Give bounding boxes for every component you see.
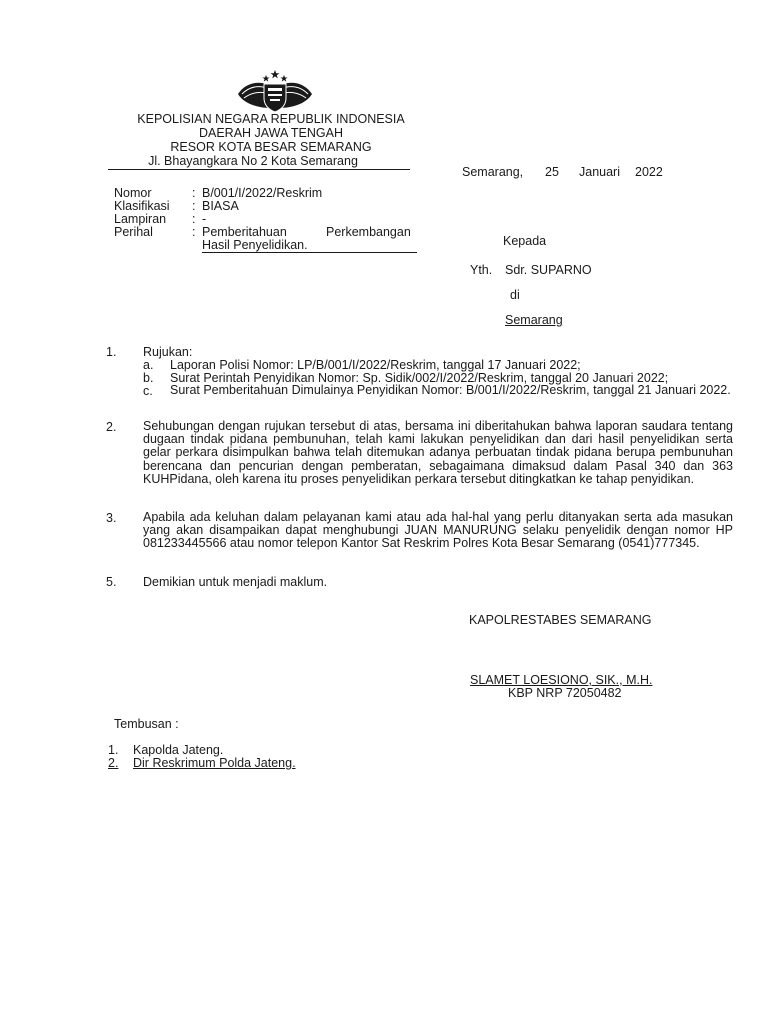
letterhead-divider [108,169,410,170]
perihal-label: Perihal [114,225,153,239]
perihal-value-word-2: Perkembangan [326,225,411,239]
letterhead-address: Jl. Bhayangkara No 2 Kota Semarang [148,154,358,168]
date-city: Semarang, [462,165,524,179]
rujukan-c-text: Surat Pemberitahuan Dimulainya Penyidikan Nomor: B/001/I/2022/Reskrim, tanggal 21 Januari 2022. [170,383,731,397]
paragraph-2-number: 2. [106,420,117,434]
tembusan-label: Tembusan : [114,717,179,731]
recipient-place: Semarang [505,313,563,327]
date-year: 2022 [635,165,663,179]
letterhead-line-1: KEPOLISIAN NEGARA REPUBLIK INDONESIA [137,112,405,126]
nomor-value: B/001/I/2022/Reskrim [202,186,323,200]
letterhead-line-2: DAERAH JAWA TENGAH [198,126,343,140]
perihal-value-line-2: Hasil Penyelidikan. [202,238,308,252]
paragraph-1-number: 1. [106,345,117,359]
signatory-name: SLAMET LOESIONO, SIK., M.H. [470,673,653,687]
tembusan-item-2: Dir Reskrimum Polda Jateng. [133,756,296,770]
paragraph-1-title: Rujukan: [143,345,193,359]
tembusan-item-2-number: 2. [108,756,119,770]
klasifikasi-value: BIASA [202,199,239,213]
lampiran-value: - [202,212,207,226]
lampiran-label: Lampiran [114,212,167,226]
date-day: 25 [545,165,559,179]
paragraph-3-number: 3. [106,511,117,525]
rujukan-a-letter: a. [143,358,154,372]
tembusan-item-1-number: 1. [108,743,119,757]
klasifikasi-colon: : [192,199,196,213]
rujukan-a-text: Laporan Polisi Nomor: LP/B/001/I/2022/Reskrim, tanggal 17 Januari 2022; [170,358,581,372]
recipient-name: Sdr. SUPARNO [505,263,592,277]
paragraph-5-text: Demikian untuk menjadi maklum. [143,575,328,589]
nomor-label: Nomor [114,186,152,200]
paragraph-3-text: Apabila ada keluhan dalam pelayanan kami atau ada hal-hal yang perlu ditanyakan serta ada masukan yang akan disampaikan dapat menghubungi JUAN MANURUNG selaku penyelidik dengan nomor HP 081233445566 atau nomor telepon Kantor Sat Reskrim Polres Kota Besar Semarang (0541)777345. [143,510,733,551]
rujukan-b-text: Surat Perintah Penyidikan Nomor: Sp. Sidik/002/I/2022/Reskrim, tanggal 20 Januari 2022; [170,371,669,385]
paragraph-5-number: 5. [106,575,117,589]
nomor-colon: : [192,186,196,200]
date-month: Januari [579,165,620,179]
paragraph-2-text: Sehubungan dengan rujukan tersebut di atas, bersama ini diberitahukan bahwa laporan saudara tentang dugaan tindak pidana pembunuhan, telah kami lakukan penyelidikan dan dari hasil penyelidikan serta gelar perkara disimpulkan bahwa telah ditemukan adanya perbuatan tindak pidana berupa pembunuhan berencana dan pencurian dengan pemberatan, sebagaimana dimaksud dalam Pasal 340 dan 363 KUHPidana, oleh karena itu proses penyelidikan perkara tersebut ditingkatkan ke tahap penyidikan. [143,419,733,486]
perihal-underline [202,252,417,253]
rujukan-b-letter: b. [143,371,154,385]
rujukan-c-letter: c. [143,384,153,398]
perihal-colon: : [192,225,196,239]
kepada-label: Kepada [503,234,547,248]
di-label: di [510,288,520,302]
perihal-value-word-1: Pemberitahuan [202,225,287,239]
police-emblem-logo [232,68,318,114]
yth-label: Yth. [470,263,493,277]
letterhead-line-3: RESOR KOTA BESAR SEMARANG [170,140,372,154]
signature-title: KAPOLRESTABES SEMARANG [469,613,652,627]
signatory-nrp: KBP NRP 72050482 [508,686,622,700]
lampiran-colon: : [192,212,196,226]
tembusan-item-1: Kapolda Jateng. [133,743,224,757]
klasifikasi-label: Klasifikasi [114,199,170,213]
